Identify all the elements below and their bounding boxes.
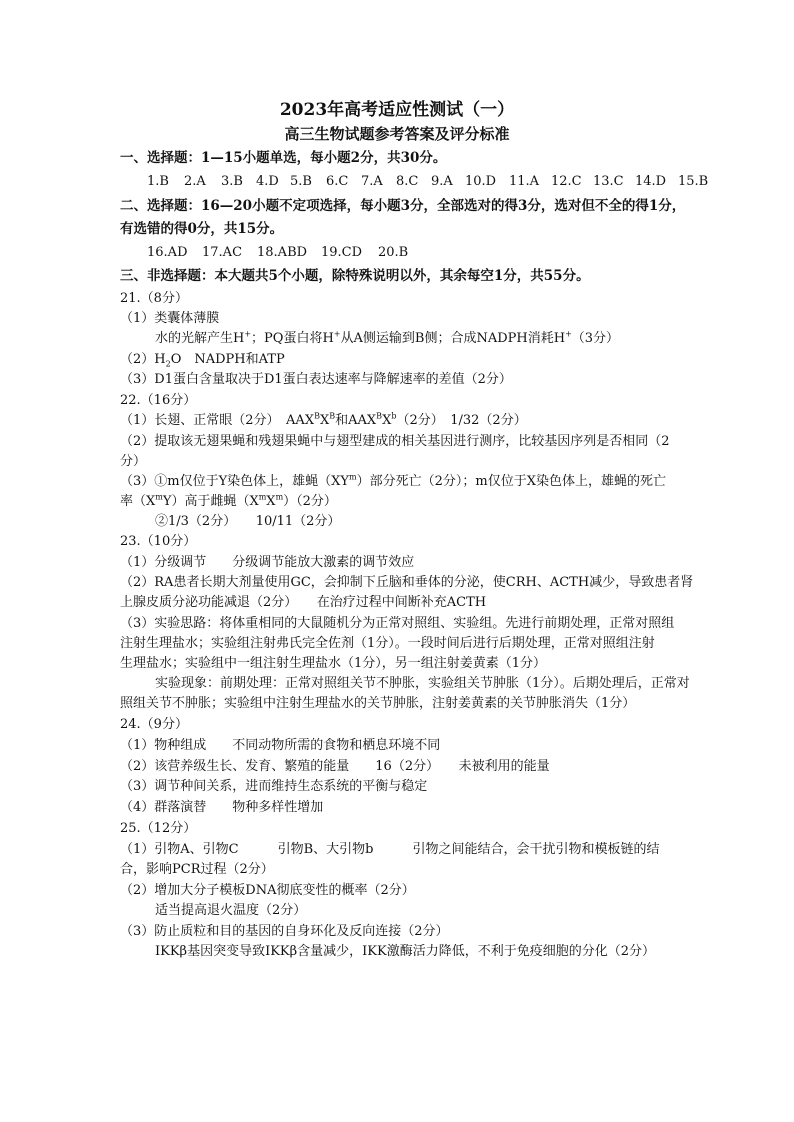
q25-part2-line2: 适当提高退火温度（2分） bbox=[155, 903, 307, 918]
answer-8: 8.C bbox=[396, 174, 419, 189]
answer-17: 17.AC bbox=[202, 245, 243, 260]
section1-heading: 一、选择题：1—15小题单选，每小题2分，共30分。 bbox=[120, 150, 447, 166]
q21-part1-line2: 水的光解产生H+；PQ蛋白将H+从A侧运输到B侧；合成NADPH消耗H+（3分） bbox=[155, 329, 620, 346]
page-subtitle: 高三生物试题参考答案及评分标准 bbox=[284, 125, 510, 143]
answer-6: 6.C bbox=[326, 174, 349, 189]
q25-part1: （1）引物A、引物C 引物B、大引物b 引物之间能结合，会干扰引物和模板链的结 bbox=[120, 842, 660, 857]
answer-15: 15.B bbox=[678, 174, 709, 189]
q23-part3-line2: 注射生理盐水；实验组注射弗氏完全佐剂（1分）。一段时间后进行后期处理，正常对照组注射 bbox=[120, 636, 655, 651]
q23-part1: （1）分级调节 分级调节能放大激素的调节效应 bbox=[120, 555, 415, 570]
answer-20: 20.B bbox=[378, 245, 409, 260]
q22-heading: 22.（16分） bbox=[120, 393, 197, 408]
q24-part2: （2）该营养级生长、发育、繁殖的能量 16（2分） 未被利用的能量 bbox=[120, 759, 550, 774]
answer-1: 1.B bbox=[147, 174, 169, 189]
answer-10: 10.D bbox=[465, 174, 497, 189]
q25-part3-line2: IKKβ基因突变导致IKKβ含量减少，IKK激酶活力降低，不利于免疫细胞的分化（2分） bbox=[155, 944, 655, 959]
answer-14: 14.D bbox=[635, 174, 667, 189]
q23-part3-line5: 照组关节不肿胀；实验组中注射生理盐水的关节肿胀，注射姜黄素的关节肿胀消失（1分） bbox=[120, 696, 636, 711]
answer-19: 19.CD bbox=[321, 245, 363, 260]
q25-part1-line2: 合，影响PCR过程（2分） bbox=[120, 862, 274, 877]
q21-part2: $(2)H_2O$ NADPH和ATP bbox=[120, 352, 285, 369]
q23-part3: （3）实验思路：将体重相同的大鼠随机分为正常对照组、实验组。先进行前期处理，正常对照组 bbox=[120, 616, 675, 631]
page-title: 2023年高考适应性测试（一） bbox=[279, 100, 515, 120]
answer-12: 12.C bbox=[551, 174, 582, 189]
q25-heading: 25.（12分） bbox=[120, 821, 197, 836]
q24-part4: （4）群落演替 物种多样性增加 bbox=[120, 800, 324, 815]
answer-13: 13.C bbox=[593, 174, 624, 189]
section2-heading-line1: 二、选择题：16—20小题不定项选择，每小题3分，全部选对的得3分，选对但不全的得1分， bbox=[120, 198, 686, 214]
q22-part3: （3）①m仅位于Y染色体上，雄蝇$(XY^m)$部分死亡（2分）；m仅位于X染色体上，雄蝇的死亡 bbox=[120, 472, 666, 489]
q25-part3: （3）防止质粒和目的基因的自身环化及反向连接（2分） bbox=[120, 924, 449, 939]
answer-3: 3.B bbox=[221, 174, 243, 189]
q22-part3-line3: ②1/3（2分） 10/11（2分） bbox=[155, 514, 341, 529]
answer-5: 5.B bbox=[290, 174, 312, 189]
answer-16: 16.AD bbox=[147, 245, 188, 260]
answer-9: 9.A bbox=[431, 174, 453, 189]
q24-heading: 24.（9分） bbox=[120, 717, 188, 732]
q21-part3: （3）D1蛋白含量取决于D1蛋白表达速率与降解速率的差值（2分） bbox=[120, 372, 512, 387]
q23-part3-line3: 生理盐水；实验组中一组注射生理盐水（1分），另一组注射姜黄素（1分） bbox=[120, 656, 547, 671]
answer-11: 11.A bbox=[509, 174, 540, 189]
q24-part1: （1）物种组成 不同动物所需的食物和栖息环境不同 bbox=[120, 738, 441, 753]
q23-part2: （2）RA患者长期大剂量使用GC，会抑制下丘脑和垂体的分泌，使CRH、ACTH减少，导致患者肾 bbox=[120, 575, 694, 590]
answer-7: 7.A bbox=[361, 174, 383, 189]
q21-heading: 21.（8分） bbox=[120, 291, 188, 306]
q23-part3-line4: 实验现象：前期处理：正常对照组关节不肿胀，实验组关节肿胀（1分）。后期处理后，正常对 bbox=[155, 676, 690, 691]
answer-18: 18.ABD bbox=[257, 245, 308, 260]
q22-part3-line2: 率$(X^mY)$高于雌蝇$(X^mX^m)(2$分） bbox=[120, 492, 337, 509]
answer-4: 4.D bbox=[256, 174, 279, 189]
q23-part2-line2: 上腺皮质分泌功能减退（2分） 在治疗过程中间断补充ACTH bbox=[120, 595, 487, 610]
section2-heading-line2: 有选错的得0分，共15分。 bbox=[120, 221, 284, 237]
q23-heading: 23.（10分） bbox=[120, 534, 197, 549]
q25-part2: （2）增加大分子模板DNA彻底变性的概率（2分） bbox=[120, 883, 415, 898]
q22-part1: （1）长翅、正常眼（2分） $AAX^BX^B$和$AAX^BX^b(2$分） 1/32（2分） bbox=[120, 411, 527, 428]
q22-part2: （2）提取该无翅果蝇和残翅果蝇中与翅型建成的相关基因进行测序，比较基因序列是否相同（2 bbox=[120, 434, 670, 449]
answer-2: 2.A bbox=[184, 174, 206, 189]
q24-part3: （3）调节种间关系，进而维持生态系统的平衡与稳定 bbox=[120, 779, 428, 794]
section3-heading: 三、非选择题：本大题共5个小题，除特殊说明以外，其余每空1分，共55分。 bbox=[120, 268, 590, 284]
q22-part2-line2: 分） bbox=[120, 454, 147, 469]
q21-part1: （1）类囊体薄膜 bbox=[120, 311, 220, 326]
